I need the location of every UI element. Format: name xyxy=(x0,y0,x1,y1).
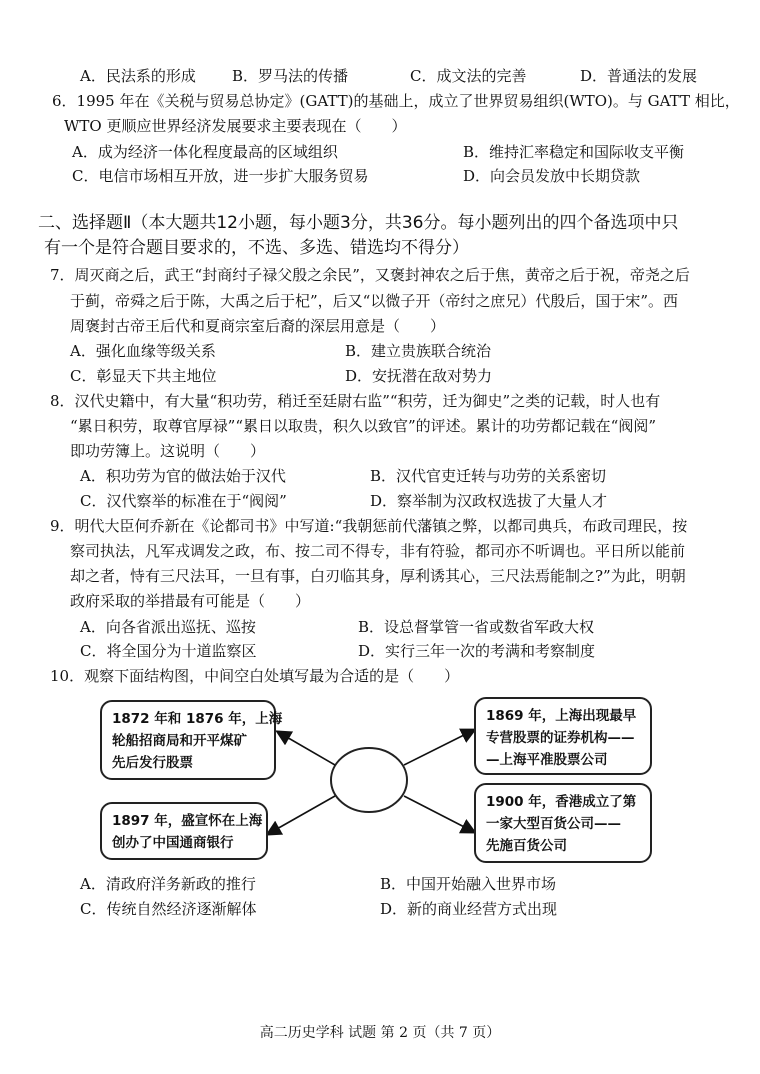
blank-center-ellipse xyxy=(331,748,407,812)
q8-option-a: A．积功劳为官的做法始于汉代 xyxy=(80,467,286,485)
q9-option-a: A．向各省派出巡抚、巡按 xyxy=(80,618,256,636)
q5-option-d: D．普通法的发展 xyxy=(580,67,698,85)
q7-option-a: A．强化血缘等级关系 xyxy=(70,342,216,360)
diagram-box-top-left: 1872 年和 1876 年，上海 轮船招商局和开平煤矿 先后发行股票 xyxy=(100,700,276,780)
q6-option-b: B．维持汇率稳定和国际收支平衡 xyxy=(463,143,685,161)
q8-option-b: B．汉代官吏迁转与功劳的关系密切 xyxy=(370,467,607,485)
q10-option-a: A．清政府洋务新政的推行 xyxy=(80,875,256,893)
q6-stem-line: 6．1995 年在《关税与贸易总协定》(GATT)的基础上，成立了世界贸易组织(WTO)。与 GATT 相比， xyxy=(52,92,740,110)
q10-option-c: C．传统自然经济逐渐解体 xyxy=(80,900,257,918)
q5-option-b: B．罗马法的传播 xyxy=(232,67,349,85)
q8-stem-line: “累日积劳，取尊官厚禄”“累日以取贵，积久以致官”的评述。累计的功劳都记载在“阀阅” xyxy=(70,417,657,435)
diagram-box-bottom-right: 1900 年，香港成立了第 一家大型百货公司—— 先施百货公司 xyxy=(474,783,652,863)
q7-option-b: B．建立贵族联合统治 xyxy=(345,342,492,360)
q10-stem-line: 10．观察下面结构图，中间空白处填写最为合适的是（ ） xyxy=(50,667,460,685)
q5-option-c: C．成文法的完善 xyxy=(410,67,527,85)
q9-option-d: D．实行三年一次的考满和考察制度 xyxy=(358,642,596,660)
q8-option-c: C．汉代察举的标准在于“阀阅” xyxy=(80,492,287,510)
q7-option-c: C．彰显天下共主地位 xyxy=(70,367,217,385)
q10-option-b: B．中国开始融入世界市场 xyxy=(380,875,557,893)
q7-option-d: D．安抚潜在敌对势力 xyxy=(345,367,493,385)
diagram-box-top-right: 1869 年，上海出现最早 专营股票的证券机构—— —上海平准股票公司 xyxy=(474,697,652,775)
section-heading: 二、选择题Ⅱ（本大题共12小题，每小题3分，共36分。每小题列出的四个备选项中只 xyxy=(38,213,679,233)
q8-option-d: D．察举制为汉政权选拔了大量人才 xyxy=(370,492,608,510)
arrow-bottom-right xyxy=(404,796,474,832)
arrow-bottom-left xyxy=(268,796,335,834)
arrow-top-right xyxy=(404,730,474,765)
q9-stem-line: 却之者，恃有三尺法耳，一旦有事，白刃临其身，厚利诱其心，三尺法焉能制之?”为此，明朝 xyxy=(70,567,686,585)
section-heading: 有一个是符合题目要求的，不选、多选、错选均不得分） xyxy=(44,238,469,258)
q8-stem-line: 8．汉代史籍中，有大量“积功劳，稍迁至廷尉右监”“积劳，迁为御史”之类的记载，时人也有 xyxy=(50,392,661,410)
q6-option-c: C．电信市场相互开放，进一步扩大服务贸易 xyxy=(72,167,369,185)
q6-option-d: D．向会员发放中长期贷款 xyxy=(463,167,641,185)
q7-stem-line: 7．周灭商之后，武王“封商纣子禄父殷之余民”，又褒封神农之后于焦，黄帝之后于祝，帝尧之后 xyxy=(50,266,690,284)
q10-option-d: D．新的商业经营方式出现 xyxy=(380,900,558,918)
arrow-top-left xyxy=(278,732,335,765)
q9-option-b: B．设总督掌管一省或数省军政大权 xyxy=(358,618,595,636)
q9-stem-line: 9．明代大臣何乔新在《论都司书》中写道:“我朝惩前代藩镇之弊，以都司典兵，布政司理民，按 xyxy=(50,517,688,535)
diagram-box-bottom-left: 1897 年，盛宣怀在上海 创办了中国通商银行 xyxy=(100,802,268,860)
q6-option-a: A．成为经济一体化程度最高的区域组织 xyxy=(72,143,338,161)
q6-stem-line: WTO 更顺应世界经济发展要求主要表现在（ ） xyxy=(64,117,407,135)
q8-stem-line: 即功劳簿上。这说明（ ） xyxy=(70,442,266,460)
q9-stem-line: 政府采取的举措最有可能是（ ） xyxy=(70,592,311,610)
page-footer: 高二历史学科 试题 第 2 页（共 7 页） xyxy=(259,1025,501,1041)
q7-stem-line: 周褒封古帝王后代和夏商宗室后裔的深层用意是（ ） xyxy=(70,317,446,335)
q7-stem-line: 于蓟，帝舜之后于陈，大禹之后于杞”，后又“以微子开（帝纣之庶兄）代殷后，国于宋”。西 xyxy=(70,292,679,310)
q9-stem-line: 察司执法，凡军戎调发之政，布、按二司不得专，非有符验，都司亦不听调也。平日所以能前 xyxy=(70,542,686,560)
q9-option-c: C．将全国分为十道监察区 xyxy=(80,642,257,660)
q5-option-a: A．民法系的形成 xyxy=(80,67,196,85)
